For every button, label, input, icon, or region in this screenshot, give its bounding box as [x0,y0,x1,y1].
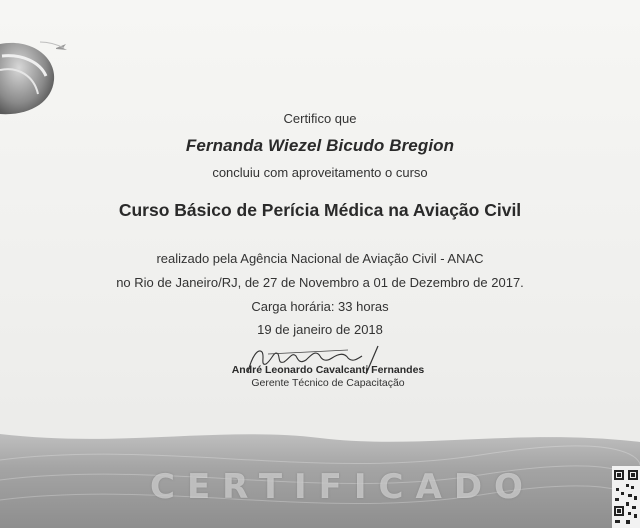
globe-airplane-icon [0,36,74,116]
completion-text: concluiu com aproveitamento o curso [212,165,428,180]
issue-date: 19 de janeiro de 2018 [257,322,383,337]
certificado-watermark: CERTIFICADO [150,467,535,507]
detail-line-1: realizado pela Agência Nacional de Aviação Civil - ANAC [156,251,484,266]
signer-role: Gerente Técnico de Capacitação [251,377,405,389]
recipient-name: Fernanda Wiezel Bicudo Bregion [185,136,455,155]
signer-name: André Leonardo Cavalcanti Fernandes [231,364,425,376]
detail-line-2: no Rio de Janeiro/RJ, de 27 de Novembro a 01 de Dezembro de 2017. [116,275,524,290]
workload-text: Carga horária: 33 horas [251,299,389,314]
qr-code-icon [612,466,640,528]
intro-text: Certifico que [283,111,357,126]
course-title: Curso Básico de Perícia Médica na Aviação Civil [118,200,522,220]
